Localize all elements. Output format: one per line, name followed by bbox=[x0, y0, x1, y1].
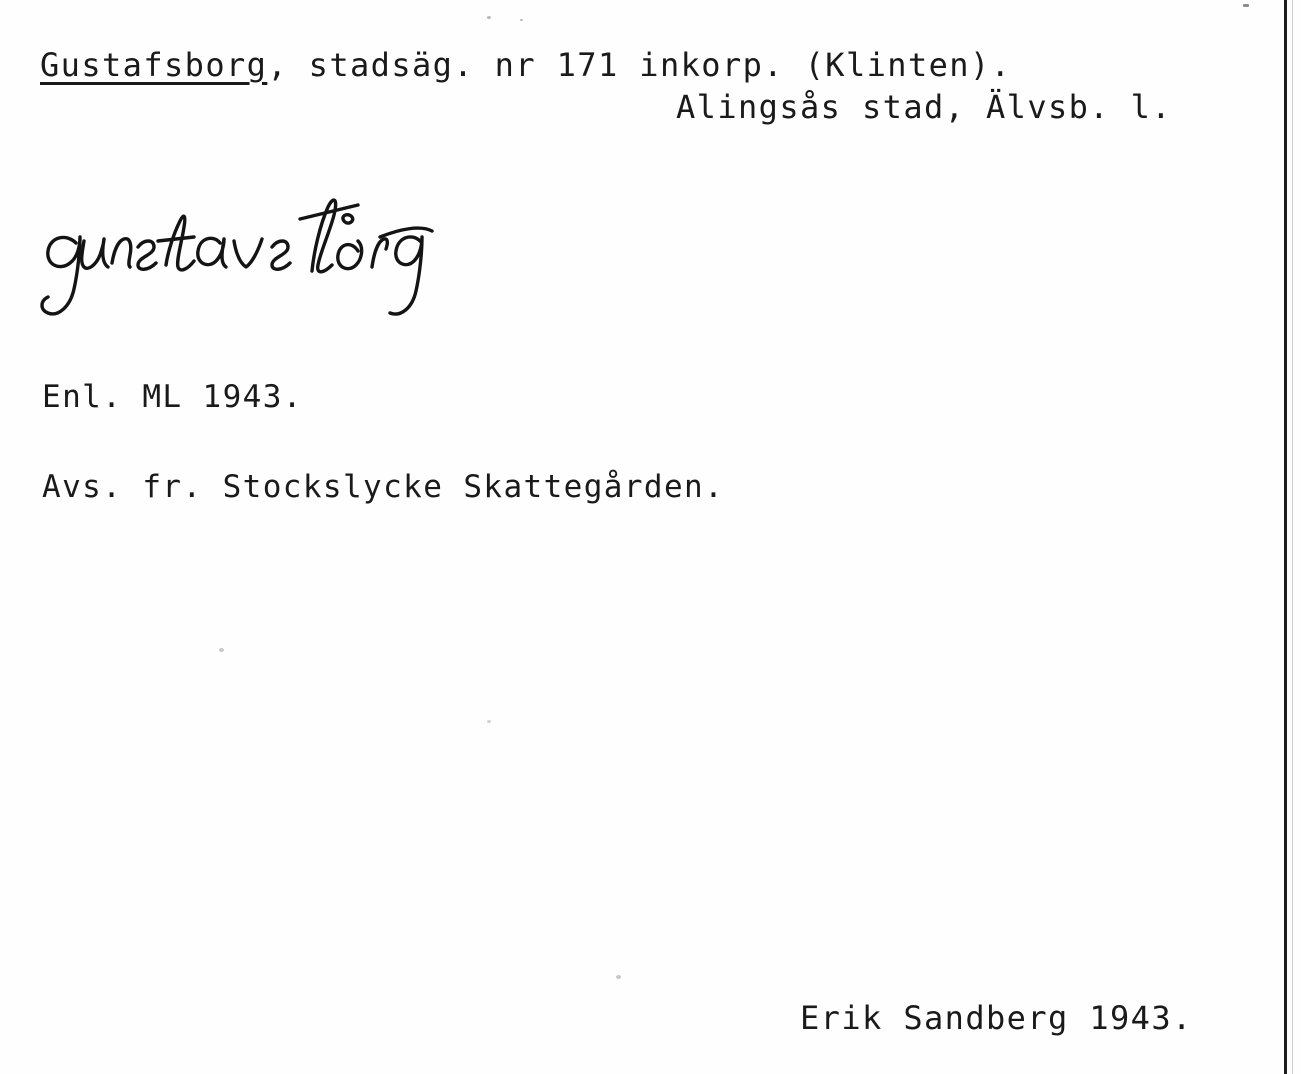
card-title-remainder: , stadsäg. nr 171 inkorp. (Klinten). bbox=[267, 46, 1012, 84]
card-title bbox=[40, 47, 1011, 84]
paper-speck bbox=[487, 720, 491, 723]
paper-speck bbox=[520, 19, 523, 21]
paper-speck bbox=[487, 16, 491, 19]
card-title-placename: Gustafsborg bbox=[40, 46, 268, 84]
card-right-edge-line bbox=[1284, 0, 1287, 1074]
card-subtitle-location: Alingsås stad, Älvsb. l. bbox=[676, 88, 1172, 126]
card-right-edge-shadow bbox=[1292, 0, 1293, 1074]
source-note: Enl. ML 1943. bbox=[42, 379, 303, 415]
signature: Erik Sandberg 1943. bbox=[800, 999, 1193, 1037]
handwritten-placename bbox=[28, 185, 548, 325]
paper-speck bbox=[616, 975, 621, 979]
paper-speck bbox=[219, 648, 224, 652]
derivation-note: Avs. fr. Stockslycke Skattegården. bbox=[42, 469, 725, 505]
paper-speck bbox=[1243, 4, 1249, 7]
